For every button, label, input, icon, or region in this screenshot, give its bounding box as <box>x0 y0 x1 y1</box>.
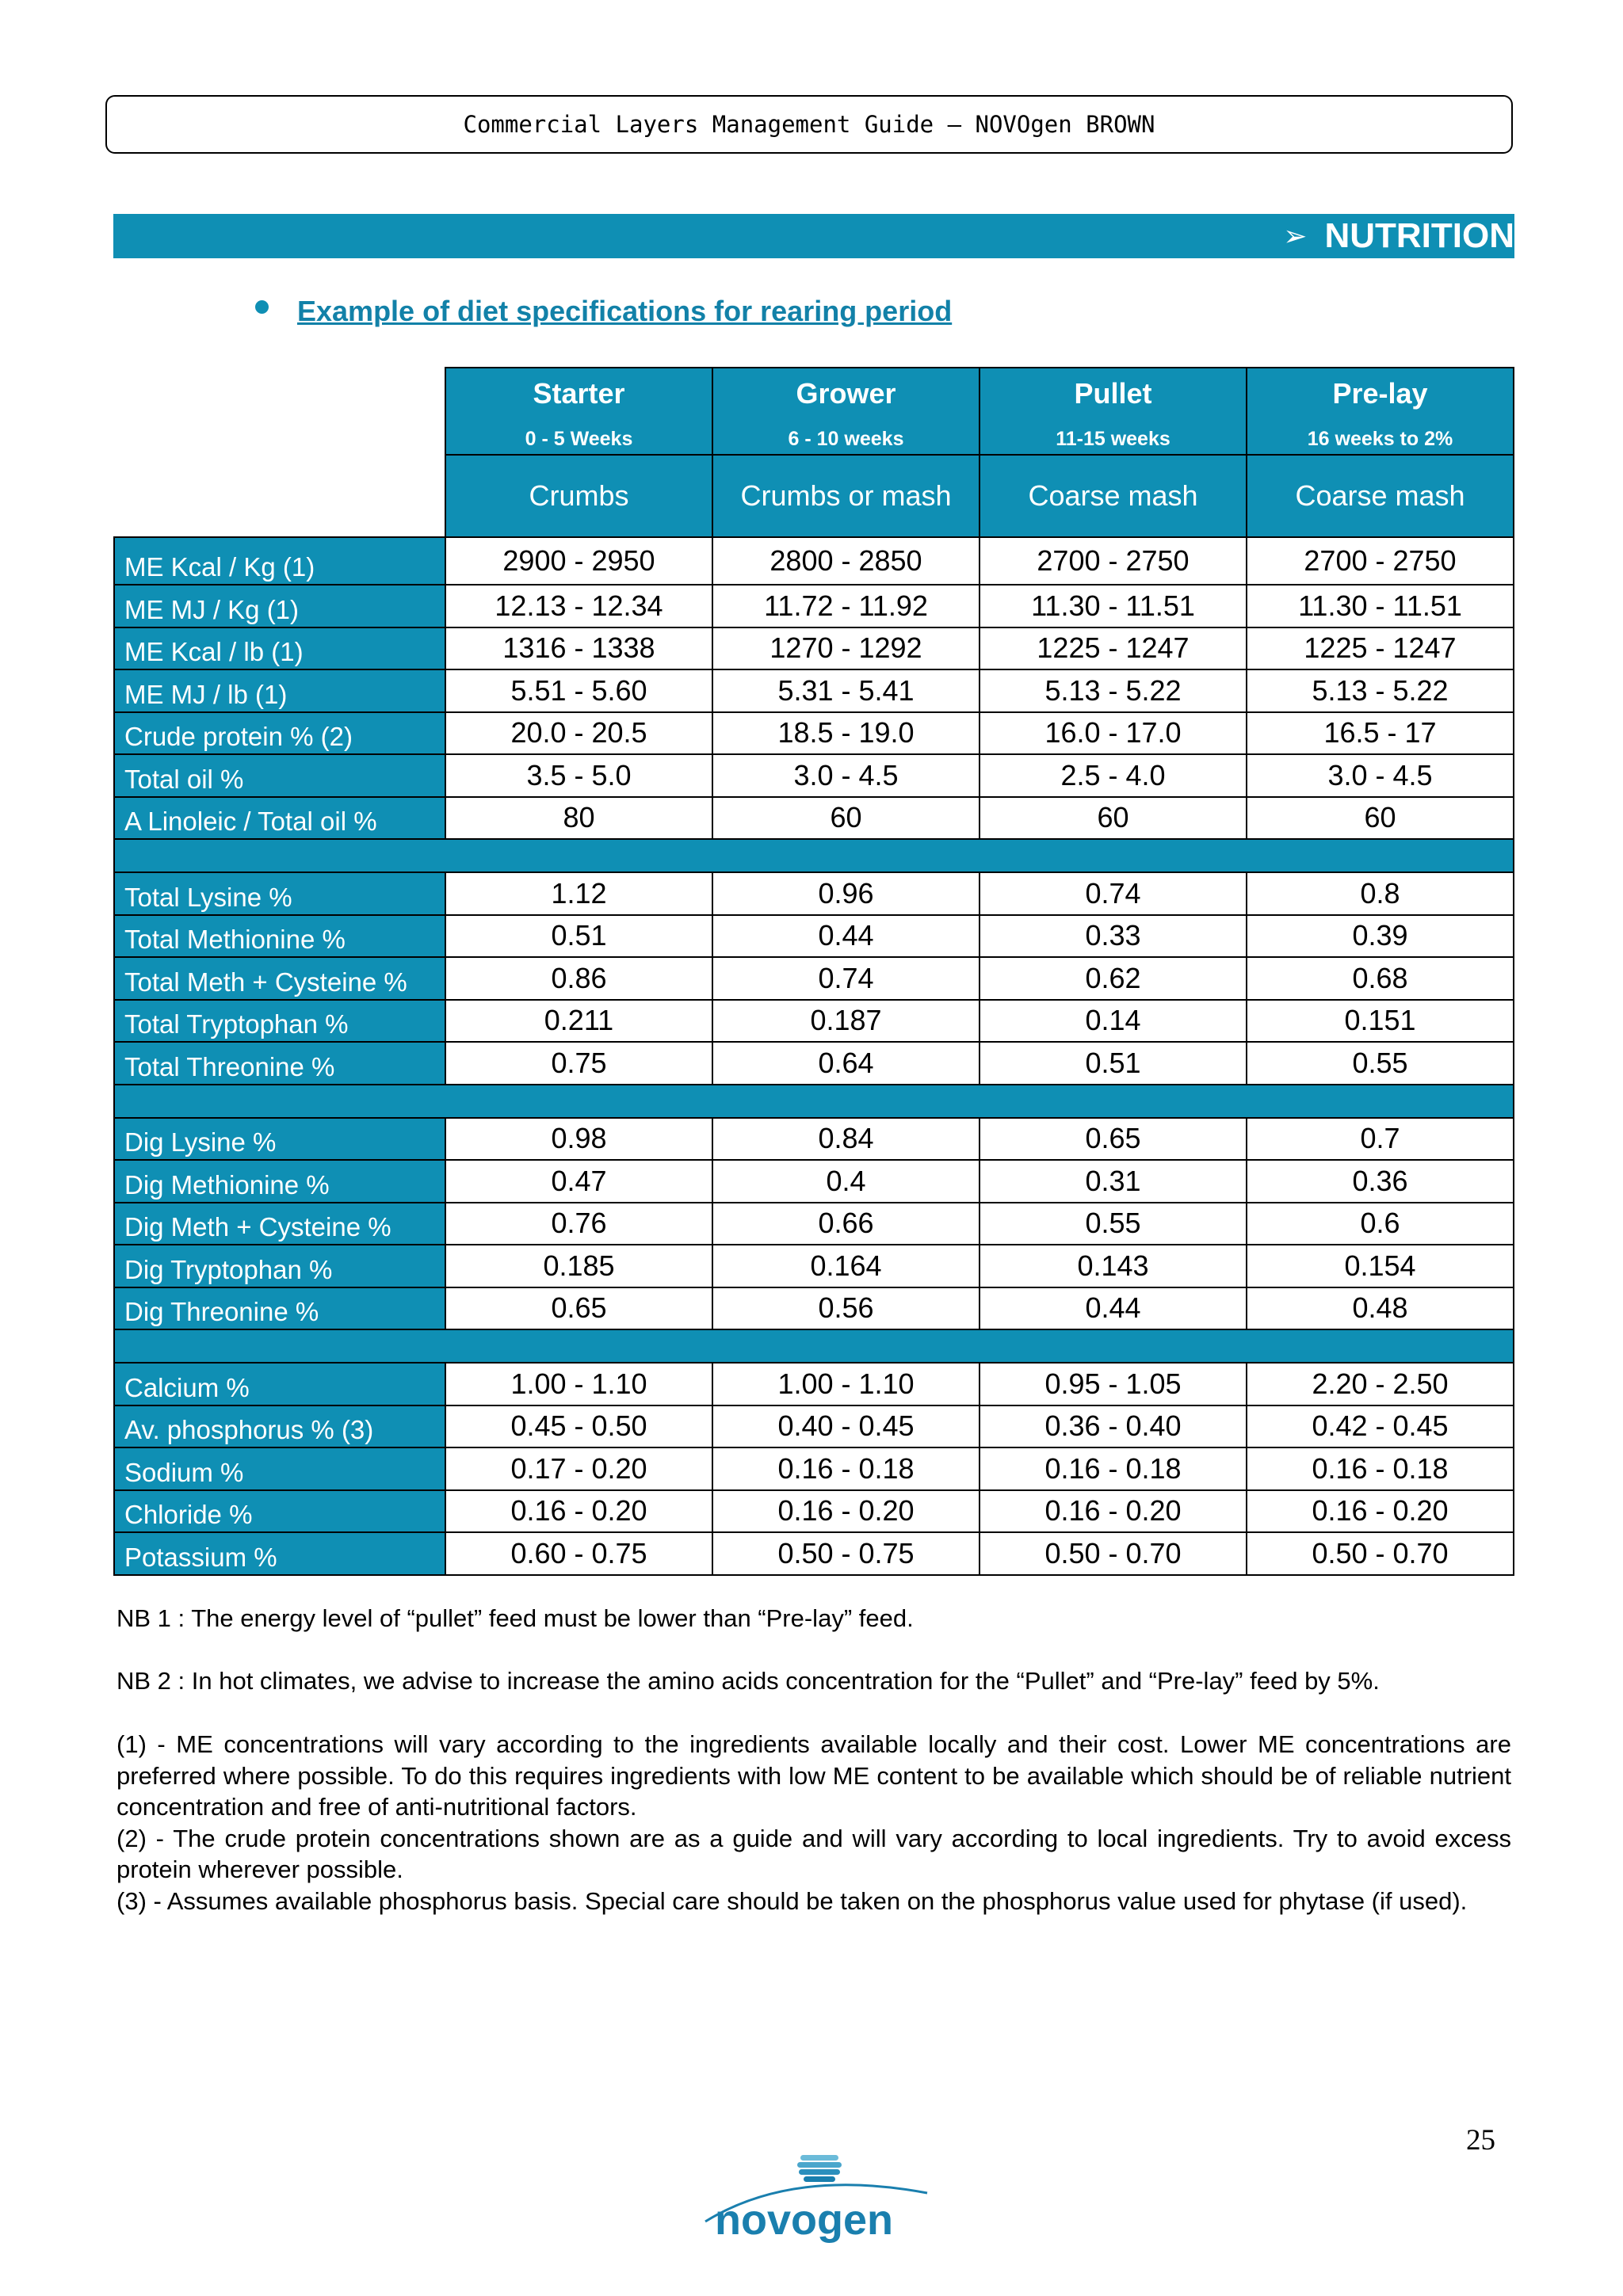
table-cell: 0.66 <box>712 1203 980 1245</box>
table-cell: 0.143 <box>980 1245 1247 1287</box>
row-label: Dig Tryptophan % <box>114 1245 445 1287</box>
table-cell: 3.5 - 5.0 <box>445 754 712 797</box>
sub-heading <box>255 295 952 328</box>
table-cell: 0.65 <box>980 1118 1247 1161</box>
row-label: ME MJ / lb (1) <box>114 669 445 712</box>
table-cell: 5.31 - 5.41 <box>712 669 980 712</box>
section-title: NUTRITION <box>1324 216 1514 255</box>
table-cell: 0.44 <box>712 915 980 958</box>
table-cell: 0.56 <box>712 1287 980 1330</box>
phase-header-prelay <box>1247 368 1514 455</box>
table-cell: 0.187 <box>712 1000 980 1043</box>
table-cell: 0.8 <box>1247 872 1514 915</box>
table-cell: 60 <box>980 797 1247 840</box>
row-label: Total Meth + Cysteine % <box>114 957 445 1000</box>
row-label: Total Tryptophan % <box>114 1000 445 1043</box>
table-cell: 16.5 - 17 <box>1247 712 1514 755</box>
row-label: Av. phosphorus % (3) <box>114 1405 445 1448</box>
table-cell: 5.13 - 5.22 <box>980 669 1247 712</box>
table-cell: 0.36 - 0.40 <box>980 1405 1247 1448</box>
table-cell: 0.7 <box>1247 1118 1514 1161</box>
table-cell: 0.76 <box>445 1203 712 1245</box>
row-label: Total Methionine % <box>114 915 445 958</box>
table-cell: 0.48 <box>1247 1287 1514 1330</box>
table-cell: 1.00 - 1.10 <box>445 1363 712 1405</box>
row-label: Total Lysine % <box>114 872 445 915</box>
table-cell: 1.00 - 1.10 <box>712 1363 980 1405</box>
table-cell: 0.55 <box>1247 1042 1514 1085</box>
table-cell: 2900 - 2950 <box>445 537 712 585</box>
phase-age: 6 - 10 weeks <box>788 428 904 451</box>
group-separator <box>114 839 1514 872</box>
table-cell: 3.0 - 4.5 <box>712 754 980 797</box>
phase-header-pullet <box>980 368 1247 455</box>
footnote-3: (3) - Assumes available phosphorus basis. Special care should be taken on the phosphorus value used for phytase (if used). <box>116 1886 1468 1915</box>
table-cell: 0.65 <box>445 1287 712 1330</box>
table-row <box>114 585 1514 627</box>
table-row <box>114 754 1514 797</box>
table-cell: 0.86 <box>445 957 712 1000</box>
table-cell: 0.36 <box>1247 1160 1514 1203</box>
table-row <box>114 712 1514 755</box>
novogen-logo <box>697 2152 935 2247</box>
table-cell: 18.5 - 19.0 <box>712 712 980 755</box>
table-cell: 0.39 <box>1247 915 1514 958</box>
phase-name: Starter <box>533 377 625 410</box>
table-cell: 0.33 <box>980 915 1247 958</box>
table-cell: 0.16 - 0.20 <box>980 1490 1247 1533</box>
logo-wordmark: novogen <box>715 2196 893 2244</box>
table-cell: 0.50 - 0.70 <box>1247 1532 1514 1575</box>
note-nb2: NB 2 : In hot climates, we advise to increase the amino acids concentration for the “Pullet” and “Pre-lay” feed by 5%. <box>116 1667 1380 1695</box>
row-label: Total oil % <box>114 754 445 797</box>
table-cell: 0.151 <box>1247 1000 1514 1043</box>
phase-age: 0 - 5 Weeks <box>525 428 633 451</box>
table-row <box>114 1287 1514 1330</box>
table-row <box>114 1118 1514 1161</box>
group-separator <box>114 1085 1514 1118</box>
bullet-icon <box>255 300 269 314</box>
table-cell: 11.30 - 11.51 <box>1247 585 1514 627</box>
table-cell: 0.47 <box>445 1160 712 1203</box>
table-cell: 0.17 - 0.20 <box>445 1447 712 1490</box>
phase-name: Pullet <box>1074 377 1152 410</box>
table-cell: 1270 - 1292 <box>712 627 980 670</box>
row-label: Chloride % <box>114 1490 445 1533</box>
page-header <box>105 95 1513 154</box>
table-row <box>114 1490 1514 1533</box>
table-body <box>114 537 1514 1575</box>
feed-form: Coarse mash <box>980 455 1247 537</box>
page-number: 25 <box>1466 2124 1495 2157</box>
table-row <box>114 627 1514 670</box>
table-cell: 0.45 - 0.50 <box>445 1405 712 1448</box>
table-cell: 2.5 - 4.0 <box>980 754 1247 797</box>
table-cell: 0.51 <box>445 915 712 958</box>
table-cell: 0.40 - 0.45 <box>712 1405 980 1448</box>
table-cell: 20.0 - 20.5 <box>445 712 712 755</box>
note-nb1: NB 1 : The energy level of “pullet” feed must be lower than “Pre-lay” feed. <box>116 1604 914 1632</box>
table-row <box>114 1042 1514 1085</box>
feed-form: Crumbs or mash <box>712 455 980 537</box>
row-label: Dig Lysine % <box>114 1118 445 1161</box>
row-label: Calcium % <box>114 1363 445 1405</box>
table-cell: 0.4 <box>712 1160 980 1203</box>
table-cell: 1316 - 1338 <box>445 627 712 670</box>
footnote-1: (1) - ME concentrations will vary according to the ingredients available locally and their cost. Lower ME concentrations are preferred where possible. To do this requires ingredients with low ME content to be available which should be of reliable nutrient concentration and free of anti-nutritional factors. <box>116 1730 1511 1821</box>
phase-age: 11-15 weeks <box>1056 428 1170 451</box>
table-cell: 60 <box>1247 797 1514 840</box>
phase-name: Grower <box>796 377 896 410</box>
row-label: ME Kcal / lb (1) <box>114 627 445 670</box>
table-cell: 0.96 <box>712 872 980 915</box>
separator-cell <box>114 839 1514 872</box>
table-row <box>114 1245 1514 1287</box>
table-cell: 2700 - 2750 <box>1247 537 1514 585</box>
arrow-icon: ➢ <box>1283 219 1308 252</box>
footnote-2: (2) - The crude protein concentrations shown are as a guide and will vary according to local ingredients. Try to avoid excess protein wherever possible. <box>116 1824 1511 1883</box>
group-separator <box>114 1329 1514 1363</box>
table-cell: 0.16 - 0.18 <box>980 1447 1247 1490</box>
table-row <box>114 669 1514 712</box>
table-row <box>114 1000 1514 1043</box>
table-cell: 0.16 - 0.20 <box>712 1490 980 1533</box>
phase-name: Pre-lay <box>1332 377 1428 410</box>
table-row <box>114 1447 1514 1490</box>
table-cell: 0.68 <box>1247 957 1514 1000</box>
phase-header-grower <box>712 368 980 455</box>
table-cell: 0.62 <box>980 957 1247 1000</box>
row-label: ME MJ / Kg (1) <box>114 585 445 627</box>
table-row <box>114 915 1514 958</box>
empty-corner <box>114 368 445 455</box>
table-cell: 11.72 - 11.92 <box>712 585 980 627</box>
table-cell: 1225 - 1247 <box>1247 627 1514 670</box>
table-cell: 11.30 - 11.51 <box>980 585 1247 627</box>
feed-form: Coarse mash <box>1247 455 1514 537</box>
table-cell: 0.211 <box>445 1000 712 1043</box>
row-label: Crude protein % (2) <box>114 712 445 755</box>
phase-header-row <box>114 368 1514 455</box>
phase-age: 16 weeks to 2% <box>1307 428 1453 451</box>
table-cell: 16.0 - 17.0 <box>980 712 1247 755</box>
document-title: Commercial Layers Management Guide – NOVOgen BROWN <box>463 111 1155 138</box>
table-cell: 80 <box>445 797 712 840</box>
table-cell: 0.64 <box>712 1042 980 1085</box>
table-cell: 0.84 <box>712 1118 980 1161</box>
table-row <box>114 872 1514 915</box>
row-label: Dig Methionine % <box>114 1160 445 1203</box>
table-row <box>114 1405 1514 1448</box>
table-cell: 0.154 <box>1247 1245 1514 1287</box>
table-row <box>114 957 1514 1000</box>
separator-cell <box>114 1329 1514 1363</box>
table-row <box>114 1363 1514 1405</box>
table-cell: 1225 - 1247 <box>980 627 1247 670</box>
table-cell: 0.75 <box>445 1042 712 1085</box>
table-cell: 0.98 <box>445 1118 712 1161</box>
table-cell: 0.16 - 0.20 <box>445 1490 712 1533</box>
empty-corner <box>114 455 445 537</box>
table-cell: 0.55 <box>980 1203 1247 1245</box>
table-cell: 3.0 - 4.5 <box>1247 754 1514 797</box>
feed-form: Crumbs <box>445 455 712 537</box>
sub-heading-text: Example of diet specifications for rearing period <box>297 295 953 327</box>
table-cell: 1.12 <box>445 872 712 915</box>
table-row <box>114 797 1514 840</box>
row-label: Dig Meth + Cysteine % <box>114 1203 445 1245</box>
table-cell: 0.60 - 0.75 <box>445 1532 712 1575</box>
row-label: Sodium % <box>114 1447 445 1490</box>
table-cell: 2800 - 2850 <box>712 537 980 585</box>
table-cell: 0.16 - 0.18 <box>712 1447 980 1490</box>
table-cell: 0.16 - 0.20 <box>1247 1490 1514 1533</box>
table-cell: 0.95 - 1.05 <box>980 1363 1247 1405</box>
table-cell: 0.14 <box>980 1000 1247 1043</box>
row-label: Potassium % <box>114 1532 445 1575</box>
table-cell: 2.20 - 2.50 <box>1247 1363 1514 1405</box>
row-label: ME Kcal / Kg (1) <box>114 537 445 585</box>
table-cell: 0.185 <box>445 1245 712 1287</box>
row-label: A Linoleic / Total oil % <box>114 797 445 840</box>
section-bar <box>113 214 1514 258</box>
table-row <box>114 537 1514 585</box>
table-cell: 0.16 - 0.18 <box>1247 1447 1514 1490</box>
table-cell: 0.74 <box>980 872 1247 915</box>
table-row <box>114 1532 1514 1575</box>
table-row <box>114 1160 1514 1203</box>
separator-cell <box>114 1085 1514 1118</box>
table-cell: 5.13 - 5.22 <box>1247 669 1514 712</box>
table-cell: 0.50 - 0.75 <box>712 1532 980 1575</box>
table-cell: 5.51 - 5.60 <box>445 669 712 712</box>
table-cell: 0.164 <box>712 1245 980 1287</box>
diet-specification-table <box>113 367 1514 1576</box>
table-cell: 0.50 - 0.70 <box>980 1532 1247 1575</box>
logo-egg-icon <box>797 2155 842 2182</box>
phase-header-starter <box>445 368 712 455</box>
feed-form-row <box>114 455 1514 537</box>
table-cell: 0.6 <box>1247 1203 1514 1245</box>
table-cell: 0.44 <box>980 1287 1247 1330</box>
table-row <box>114 1203 1514 1245</box>
table-cell: 0.31 <box>980 1160 1247 1203</box>
table-cell: 0.51 <box>980 1042 1247 1085</box>
table-cell: 0.74 <box>712 957 980 1000</box>
table-cell: 12.13 - 12.34 <box>445 585 712 627</box>
row-label: Dig Threonine % <box>114 1287 445 1330</box>
table-cell: 0.42 - 0.45 <box>1247 1405 1514 1448</box>
table-cell: 2700 - 2750 <box>980 537 1247 585</box>
footnotes <box>116 1729 1511 1917</box>
table-cell: 60 <box>712 797 980 840</box>
row-label: Total Threonine % <box>114 1042 445 1085</box>
